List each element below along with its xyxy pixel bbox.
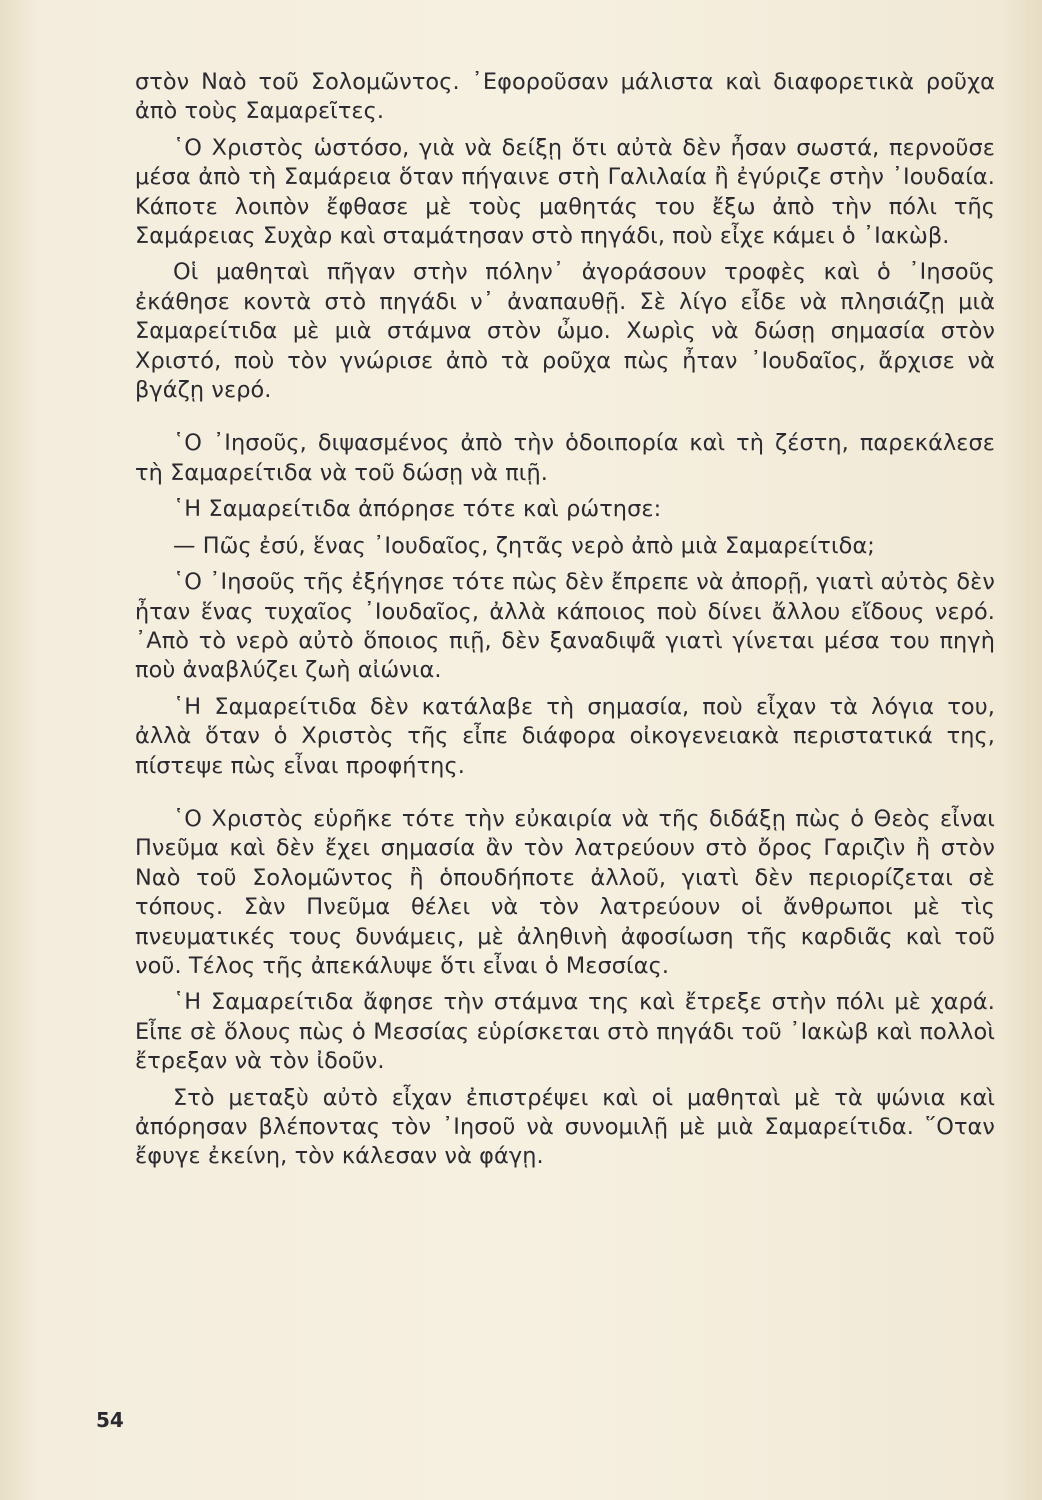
body-text	[135, 68, 995, 1179]
paragraph: ῾Ο ᾿Ιησοῦς, διψασμένος ἀπὸ τὴν ὁδοιπορία καὶ τὴ ζέστη, παρεκάλεσε τὴ Σαμαρείτιδα νὰ τοῦ δώσῃ νὰ πιῇ.	[135, 430, 995, 486]
paragraph: Στὸ μεταξὺ αὐτὸ εἶχαν ἐπιστρέψει καὶ οἱ μαθηταὶ μὲ τὰ ψώνια καὶ ἀπόρησαν βλέποντας τὸν ᾿Ιησοῦ νὰ συνομιλῇ μὲ μιὰ Σαμαρείτιδα. ῞Οταν ἔφυγε ἐκείνη, τὸν κάλεσαν νὰ φάγῃ.	[135, 1084, 995, 1170]
dialogue-line: — Πῶς ἐσύ, ἕνας ᾿Ιουδαῖος, ζητᾶς νερὸ ἀπὸ μιὰ Σαμαρείτιδα;	[173, 532, 875, 559]
paragraph: ῾Ο ᾿Ιησοῦς τῆς ἐξήγησε τότε πὼς δὲν ἔπρεπε νὰ ἀπορῇ, γιατὶ αὐτὸς δὲν ἦταν ἕνας τυχαῖος ᾿Ιουδαῖος, ἀλλὰ κάποιος ποὺ δίνει ἄλλου εἴδους νερό. ᾿Απὸ τὸ νερὸ αὐτὸ ὅποιος πιῇ, δὲν ξαναδιψᾶ γιατὶ γίνεται μέσα του πηγὴ ποὺ ἀναβλύζει ζωὴ αἰώνια.	[135, 569, 995, 684]
paragraph-continuation: στὸν Ναὸ τοῦ Σολομῶντος. ᾿Εφοροῦσαν μάλιστα καὶ διαφορετικὰ ροῦχα ἀπὸ τοὺς Σαμαρεῖτες.	[135, 69, 995, 125]
paragraph: ῾Η Σαμαρείτιδα ἄφησε τὴν στάμνα της καὶ ἔτρεξε στὴν πόλι μὲ χαρά. Εἶπε σὲ ὅλους πὼς ὁ Μεσσίας εὑρίσκεται στὸ πηγάδι τοῦ ᾿Ιακὼβ καὶ πολλοὶ ἔτρεξαν νὰ τὸν ἰδοῦν.	[135, 989, 995, 1075]
paragraph: ῾Η Σαμαρείτιδα δὲν κατάλαβε τὴ σημασία, ποὺ εἶχαν τὰ λόγια του, ἀλλὰ ὅταν ὁ Χριστὸς τῆς εἶπε διάφορα οἰκογενειακὰ περιστατικά της, πίστεψε πὼς εἶναι προφήτης.	[135, 693, 995, 779]
page-number: 54	[96, 1408, 124, 1432]
paragraph: ῾Ο Χριστὸς εὑρῆκε τότε τὴν εὐκαιρία νὰ τῆς διδάξῃ πὼς ὁ Θεὸς εἶναι Πνεῦμα καὶ δὲν ἔχει σημασία ἂν τὸν λατρεύουν στὸ ὄρος Γαριζὶν ἢ στὸν Ναὸ τοῦ Σολομῶντος ἢ ὁπουδήποτε ἀλλοῦ, γιατὶ δὲν περιορίζεται σὲ τόπους. Σὰν Πνεῦμα θέλει νὰ τὸν λατρεύουν οἱ ἄνθρωποι μὲ τὶς πνευματικές τους δυνάμεις, μὲ ἀληθινὴ ἀφοσίωση τῆς καρδιᾶς καὶ τοῦ νοῦ. Τέλος τῆς ἀπεκάλυψε ὅτι εἶναι ὁ Μεσσίας.	[135, 805, 995, 979]
paragraph: ῾Ο Χριστὸς ὡστόσο, γιὰ νὰ δείξῃ ὅτι αὐτὰ δὲν ἦσαν σωστά, περνοῦσε μέσα ἀπὸ τὴ Σαμάρεια ὅταν πήγαινε στὴ Γαλιλαία ἢ ἐγύριζε στὴν ᾿Ιουδαία. Κάποτε λοιπὸν ἔφθασε μὲ τοὺς μαθητάς του ἔξω ἀπὸ τὴν πόλι τῆς Σαμάρειας Συχὰρ καὶ σταμάτησαν στὸ πηγάδι, ποὺ εἶχε κάμει ὁ ᾿Ιακὼβ.	[135, 134, 995, 250]
paragraph: ῾Η Σαμαρείτιδα ἀπόρησε τότε καὶ ρώτησε:	[173, 496, 662, 523]
paragraph: Οἱ μαθηταὶ πῆγαν στὴν πόλην᾿ ἀγοράσουν τροφὲς καὶ ὁ ᾿Ιησοῦς ἐκάθησε κοντὰ στὸ πηγάδι ν᾿ ἀναπαυθῇ. Σὲ λίγο εἶδε νὰ πλησιάζῃ μιὰ Σαμαρείτιδα μὲ μιὰ στάμνα στὸν ὦμο. Χωρὶς νὰ δώσῃ σημασία στὸν Χριστό, ποὺ τὸν γνώρισε ἀπὸ τὰ ροῦχα πὼς ἦταν ᾿Ιουδαῖος, ἄρχισε νὰ βγάζῃ νερό.	[135, 259, 995, 404]
